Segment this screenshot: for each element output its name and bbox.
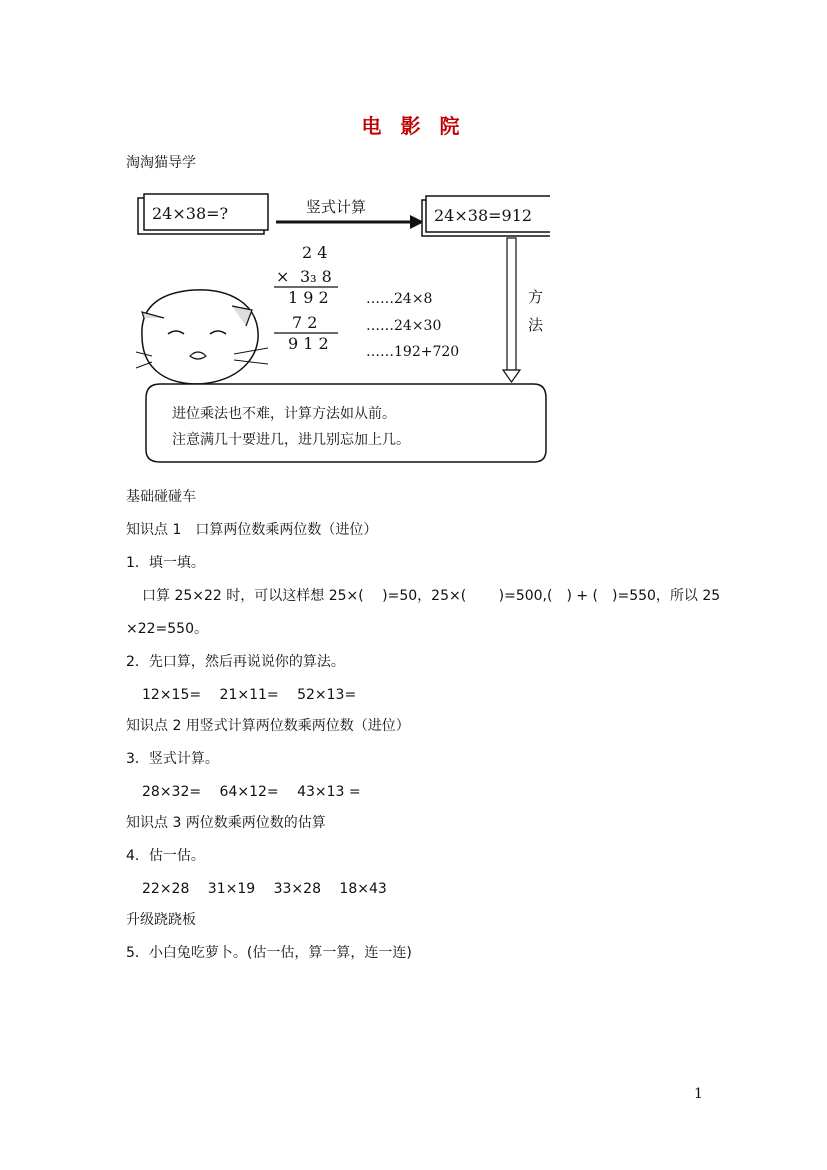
question-3-items: 28×32= 64×12= 43×13 = <box>142 784 361 800</box>
question-scroll <box>138 194 268 234</box>
method-label-1: 方 <box>528 288 544 306</box>
cat-mascot <box>136 290 268 384</box>
section-basic-heading: 基础碰碰车 <box>126 489 196 505</box>
calc-note-2: ……24×30 <box>366 318 442 334</box>
speech-line-1: 进位乘法也不难，计算方法如从前。 <box>172 406 396 422</box>
question-text: 24×38=? <box>152 204 229 223</box>
knowledge-point-3: 知识点 3 两位数乘两位数的估算 <box>126 815 326 831</box>
calc-row-2: 3₃ 8 <box>300 267 332 286</box>
question-4-items: 22×28 31×19 33×28 18×43 <box>142 881 387 897</box>
arrow-label: 竖式计算 <box>306 198 367 216</box>
vertical-calculation <box>274 243 459 360</box>
question-1-text-cont: ×22=550。 <box>126 621 208 637</box>
question-1-text: 口算 25×22 时，可以这样想 25×( )=50，25×( )=500,( ) + ( )=550，所以 25 <box>142 588 721 604</box>
page-number: 1 <box>694 1086 703 1102</box>
question-2-items: 12×15= 21×11= 52×13= <box>142 687 357 703</box>
calc-row-5: 9 1 2 <box>288 334 329 353</box>
method-label-2: 法 <box>528 316 544 334</box>
calc-row-1: 2 4 <box>302 243 328 262</box>
knowledge-point-1: 知识点 1 口算两位数乘两位数（进位） <box>126 522 378 538</box>
calc-row-3: 1 9 2 <box>288 288 329 307</box>
answer-text: 24×38=912 <box>434 206 533 225</box>
speech-line-2: 注意满几十要进几，进几别忘加上几。 <box>172 432 410 448</box>
calc-multiply-sign: × <box>276 267 290 286</box>
arrow-right <box>276 198 424 229</box>
section-guide-heading: 淘淘猫导学 <box>126 155 196 171</box>
calc-note-1: ……24×8 <box>366 291 433 307</box>
page-title: 电 影 院 <box>361 114 466 138</box>
knowledge-point-2: 知识点 2 用竖式计算两位数乘两位数（进位） <box>126 718 410 734</box>
question-3-title: 3．竖式计算。 <box>126 751 219 767</box>
calc-row-4: 7 2 <box>292 313 318 332</box>
method-arrow <box>503 238 544 382</box>
calc-note-3: ……192+720 <box>366 344 460 360</box>
speech-bubble <box>146 384 546 462</box>
question-1-title: 1．填一填。 <box>126 555 205 571</box>
question-4-title: 4．估一估。 <box>126 848 205 864</box>
answer-scroll <box>422 196 550 236</box>
question-5-title: 5．小白兔吃萝卜。(估一估，算一算，连一连) <box>126 945 412 961</box>
question-2-title: 2．先口算，然后再说说你的算法。 <box>126 654 345 670</box>
section-upgrade-heading: 升级跷跷板 <box>126 912 196 928</box>
guide-figure <box>134 186 550 466</box>
guide-figure-svg <box>134 186 550 466</box>
